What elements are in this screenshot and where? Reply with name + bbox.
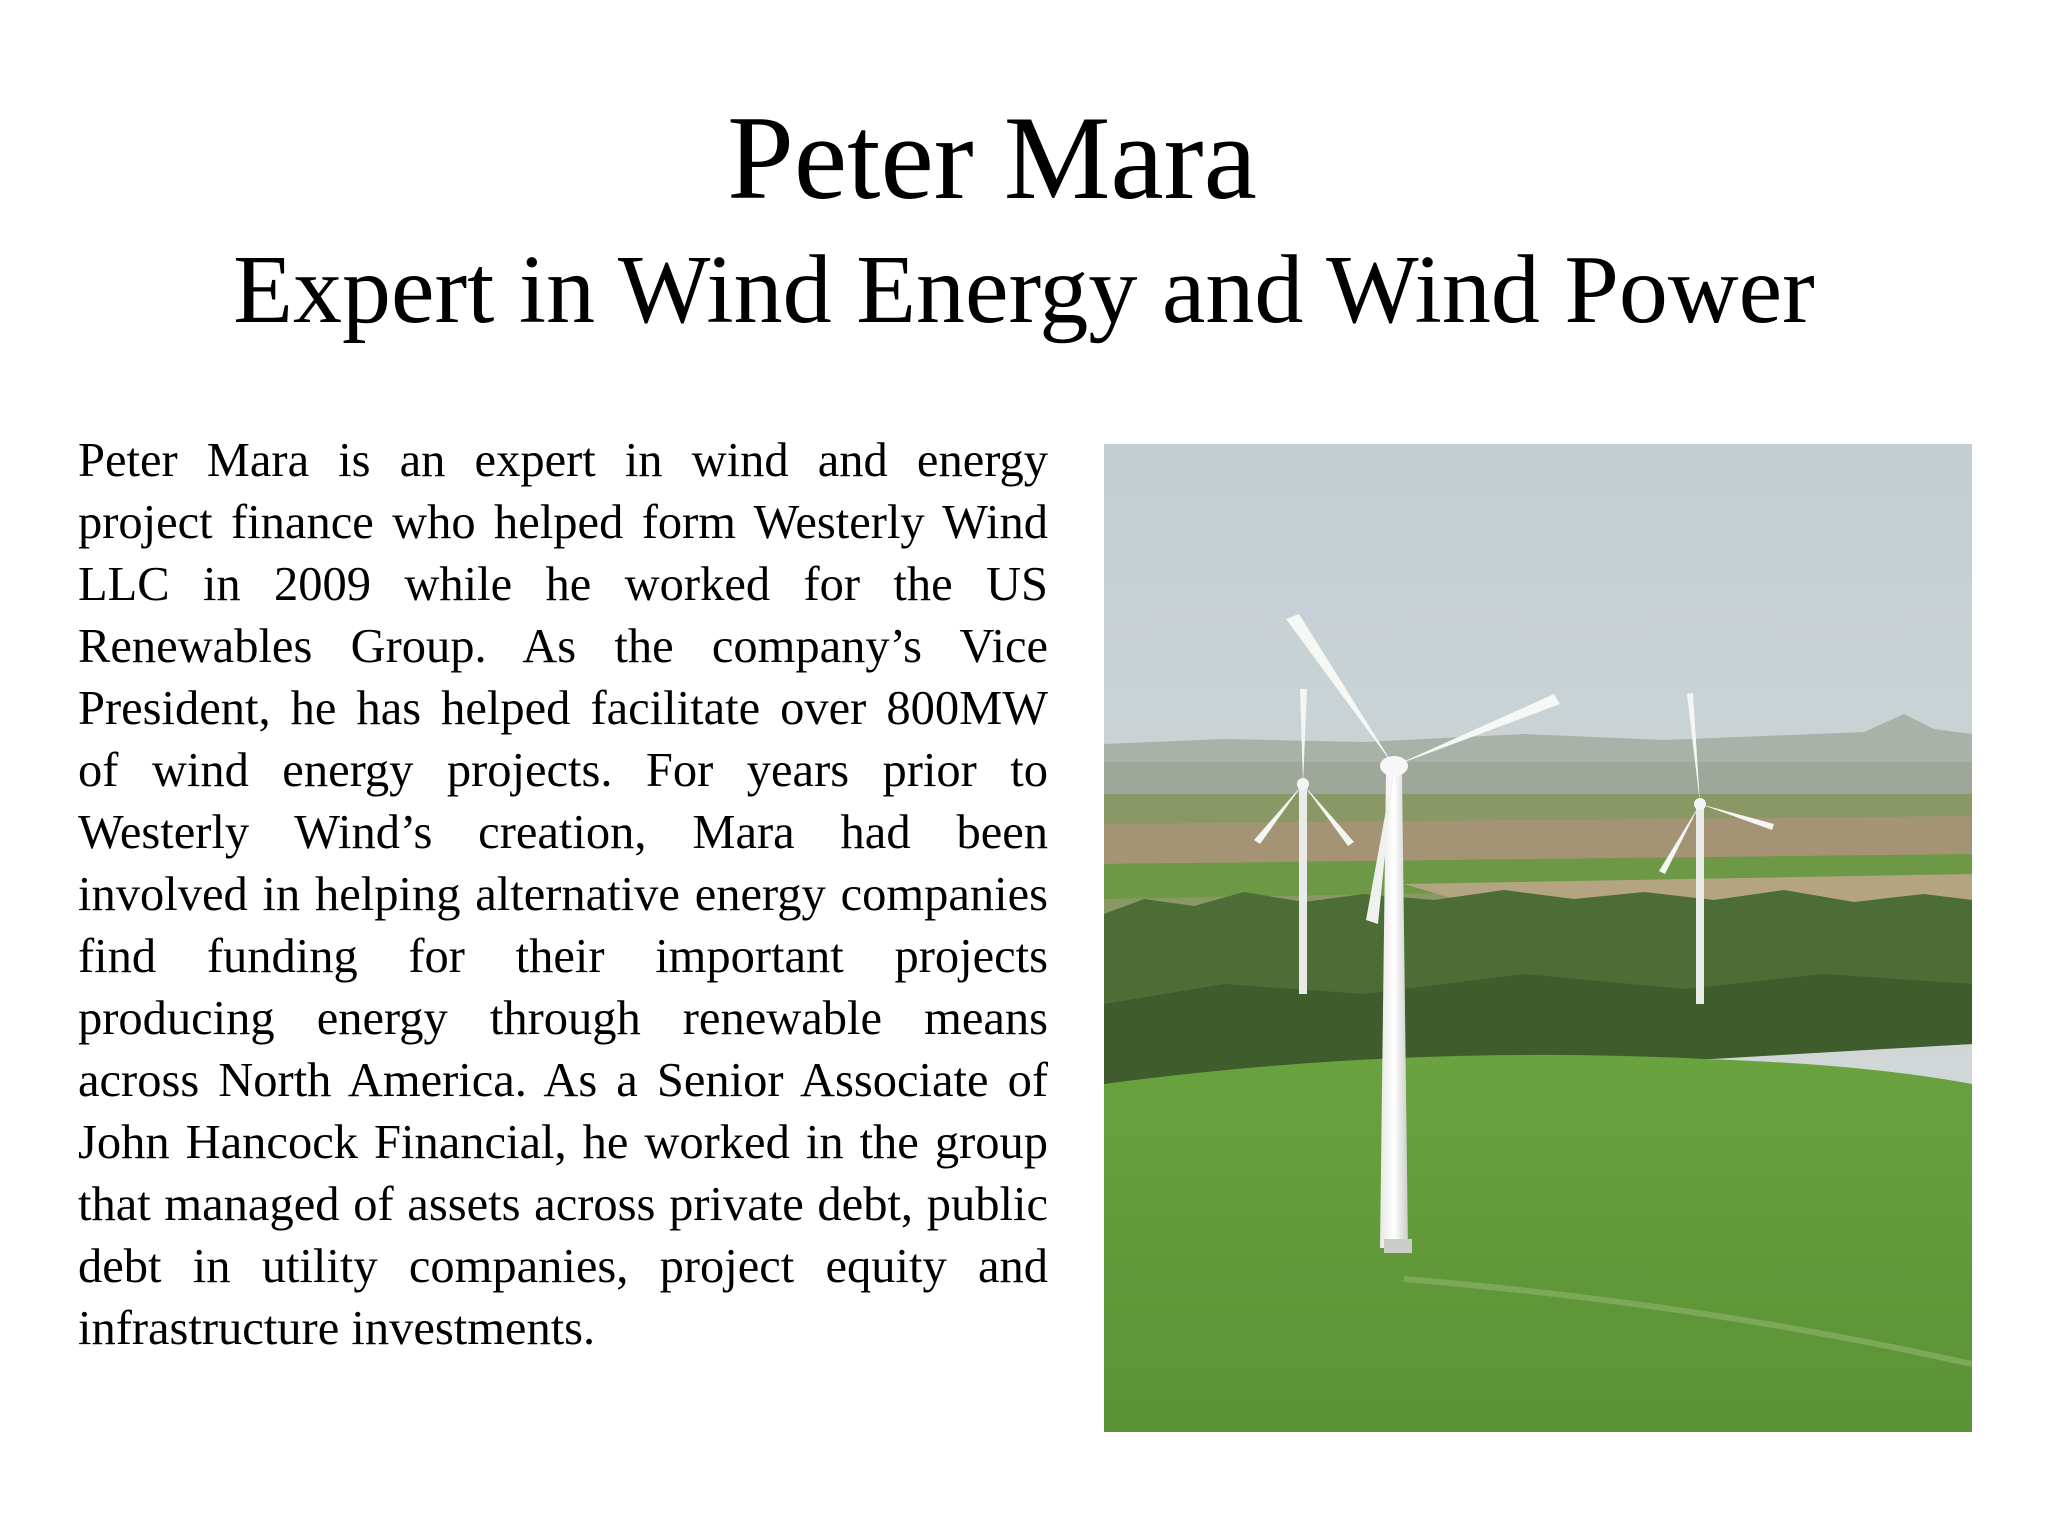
slide-subtitle: Expert in Wind Energy and Wind Power [233, 236, 1815, 344]
bio-paragraph: Peter Mara is an expert in wind and energy project finance who helped form Westerly Wind LLC in 2009 while he worked for the US Renewables Group. As the company’s Vice President, he has helped facilitate over 800MW of wind energy projects. For years prior to Westerly Wind’s creation, Mara had been involved in helping alternative energy companies find funding for their important projects producing energy through renewable means across North America. As a Senior Associate of John Hancock Financial, he worked in the group that managed of assets across private debt, public debt in utility companies, project equity and infrastructure investments. [78, 434, 1048, 1355]
slide-title: Peter Mara [727, 91, 1257, 224]
main-field [1104, 1055, 1972, 1432]
wind-turbines-photo [1104, 444, 1972, 1432]
